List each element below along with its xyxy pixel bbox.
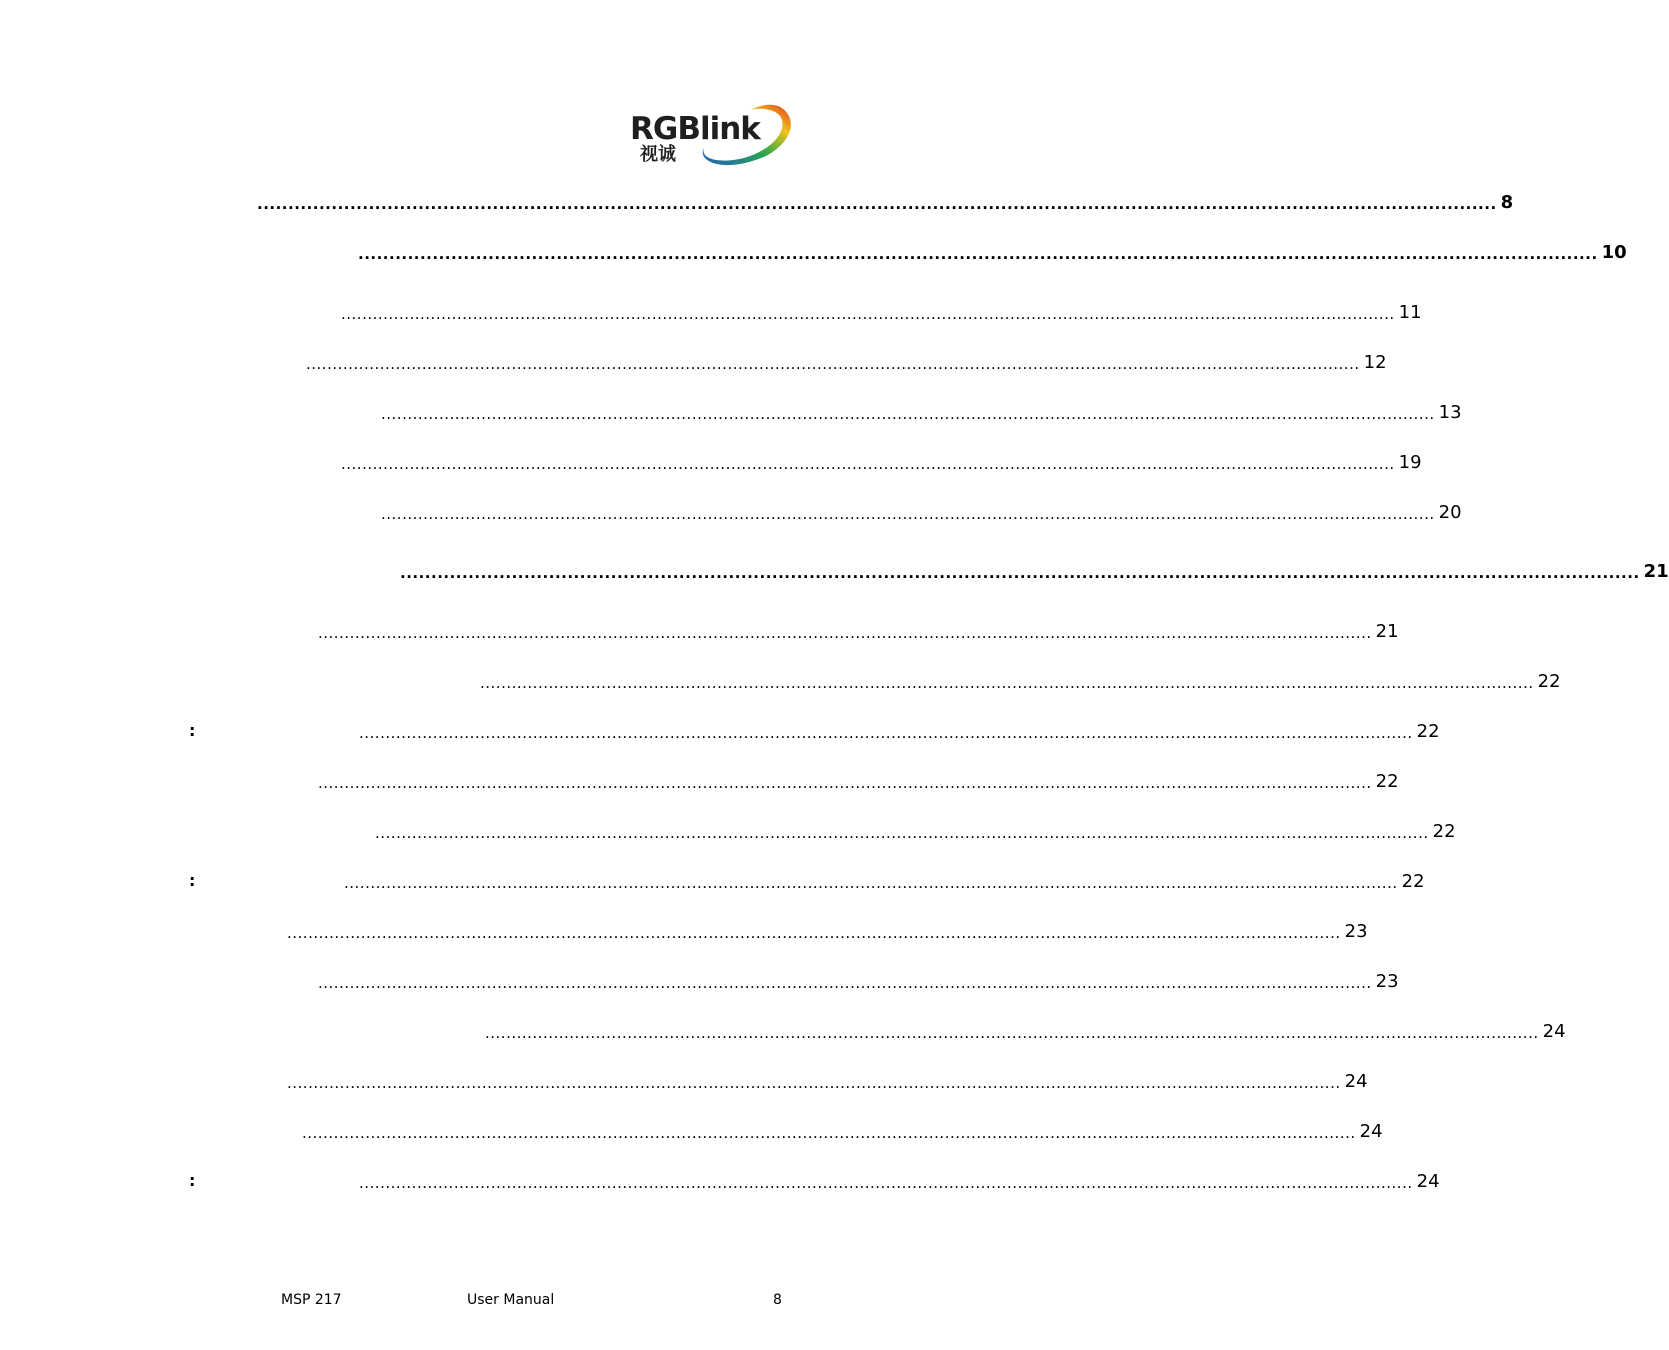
toc-page-number: 20	[1438, 502, 1462, 523]
logo-chinese-text: 视诚	[640, 144, 676, 165]
toc-entry[interactable]	[302, 1115, 1383, 1143]
toc-entry[interactable]	[306, 346, 1387, 374]
toc-page-number: 24	[1416, 1171, 1440, 1192]
toc-entry[interactable]	[341, 296, 1422, 324]
rgblink-logo	[628, 100, 798, 174]
toc-leader-dots: ........................................................................................................................................................................................................	[359, 1174, 1413, 1192]
toc-leader-dots: ........................................................................................................................................................................................................	[381, 505, 1435, 523]
toc-page-number: 12	[1363, 352, 1387, 373]
toc-entry[interactable]	[375, 815, 1456, 843]
toc-leader-dots: ........................................................................................................................................................................................................	[480, 674, 1534, 692]
toc-entry[interactable]	[480, 665, 1561, 693]
toc-entry[interactable]	[318, 765, 1399, 793]
toc-entry[interactable]	[359, 1165, 1440, 1193]
toc-page-number: 8	[1500, 192, 1514, 213]
toc-leader-dots: ........................................................................................................................................................................................................	[359, 724, 1413, 742]
toc-entry[interactable]	[318, 615, 1399, 643]
toc-leader-dots: ........................................................................................................................................................................................................	[400, 564, 1640, 582]
toc-leader-dots: ........................................................................................................................................................................................................	[485, 1024, 1539, 1042]
toc-page-number: 22	[1401, 871, 1425, 892]
toc-page-number: 24	[1344, 1071, 1368, 1092]
toc-page-number: 13	[1438, 402, 1462, 423]
toc-leader-dots: ........................................................................................................................................................................................................	[318, 974, 1372, 992]
toc-entry[interactable]	[318, 965, 1399, 993]
toc-entry[interactable]	[257, 186, 1514, 214]
toc-entry[interactable]	[359, 715, 1440, 743]
logo-wordmark: RGBlink	[630, 111, 760, 147]
toc-leader-dots: ........................................................................................................................................................................................................	[375, 824, 1429, 842]
toc-page-number: 24	[1542, 1021, 1566, 1042]
toc-page-number: 23	[1375, 971, 1399, 992]
toc-page-number: 22	[1537, 671, 1561, 692]
toc-page-number: 21	[1643, 561, 1669, 582]
toc-entry[interactable]	[287, 1065, 1368, 1093]
toc-leader-dots: ........................................................................................................................................................................................................	[341, 455, 1395, 473]
toc-leader-dots: ........................................................................................................................................................................................................	[341, 305, 1395, 323]
toc-colon: :	[189, 1171, 196, 1190]
toc-leader-dots: ........................................................................................................................................................................................................	[318, 624, 1372, 642]
toc-entry[interactable]	[358, 236, 1627, 264]
toc-page-number: 22	[1432, 821, 1456, 842]
toc-page-number: 22	[1416, 721, 1440, 742]
toc-leader-dots: ........................................................................................................................................................................................................	[302, 1124, 1356, 1142]
toc-page-number: 24	[1359, 1121, 1383, 1142]
toc-leader-dots: ........................................................................................................................................................................................................	[287, 924, 1341, 942]
toc-page-number: 21	[1375, 621, 1399, 642]
toc-leader-dots: ........................................................................................................................................................................................................	[287, 1074, 1341, 1092]
footer-product: MSP 217	[281, 1292, 342, 1308]
toc-entry[interactable]	[344, 865, 1425, 893]
toc-leader-dots: ........................................................................................................................................................................................................	[344, 874, 1398, 892]
footer-doc-title: User Manual	[467, 1292, 555, 1308]
toc-entry[interactable]	[400, 555, 1669, 583]
toc-leader-dots: ........................................................................................................................................................................................................	[381, 405, 1435, 423]
footer-page-number: 8	[773, 1292, 782, 1308]
toc-page-number: 10	[1601, 242, 1627, 263]
toc-entry[interactable]	[287, 915, 1368, 943]
toc-entry[interactable]	[485, 1015, 1566, 1043]
toc-leader-dots: ........................................................................................................................................................................................................	[358, 245, 1598, 263]
toc-page-number: 19	[1398, 452, 1422, 473]
toc-entry[interactable]	[341, 446, 1422, 474]
toc-entry[interactable]	[381, 396, 1462, 424]
toc-colon: :	[189, 871, 196, 890]
toc-page-number: 22	[1375, 771, 1399, 792]
toc-leader-dots: ........................................................................................................................................................................................................	[257, 195, 1497, 213]
toc-leader-dots: ........................................................................................................................................................................................................	[306, 355, 1360, 373]
toc-page-number: 11	[1398, 302, 1422, 323]
toc-leader-dots: ........................................................................................................................................................................................................	[318, 774, 1372, 792]
toc-colon: :	[189, 721, 196, 740]
toc-page-number: 23	[1344, 921, 1368, 942]
toc-entry[interactable]	[381, 496, 1462, 524]
